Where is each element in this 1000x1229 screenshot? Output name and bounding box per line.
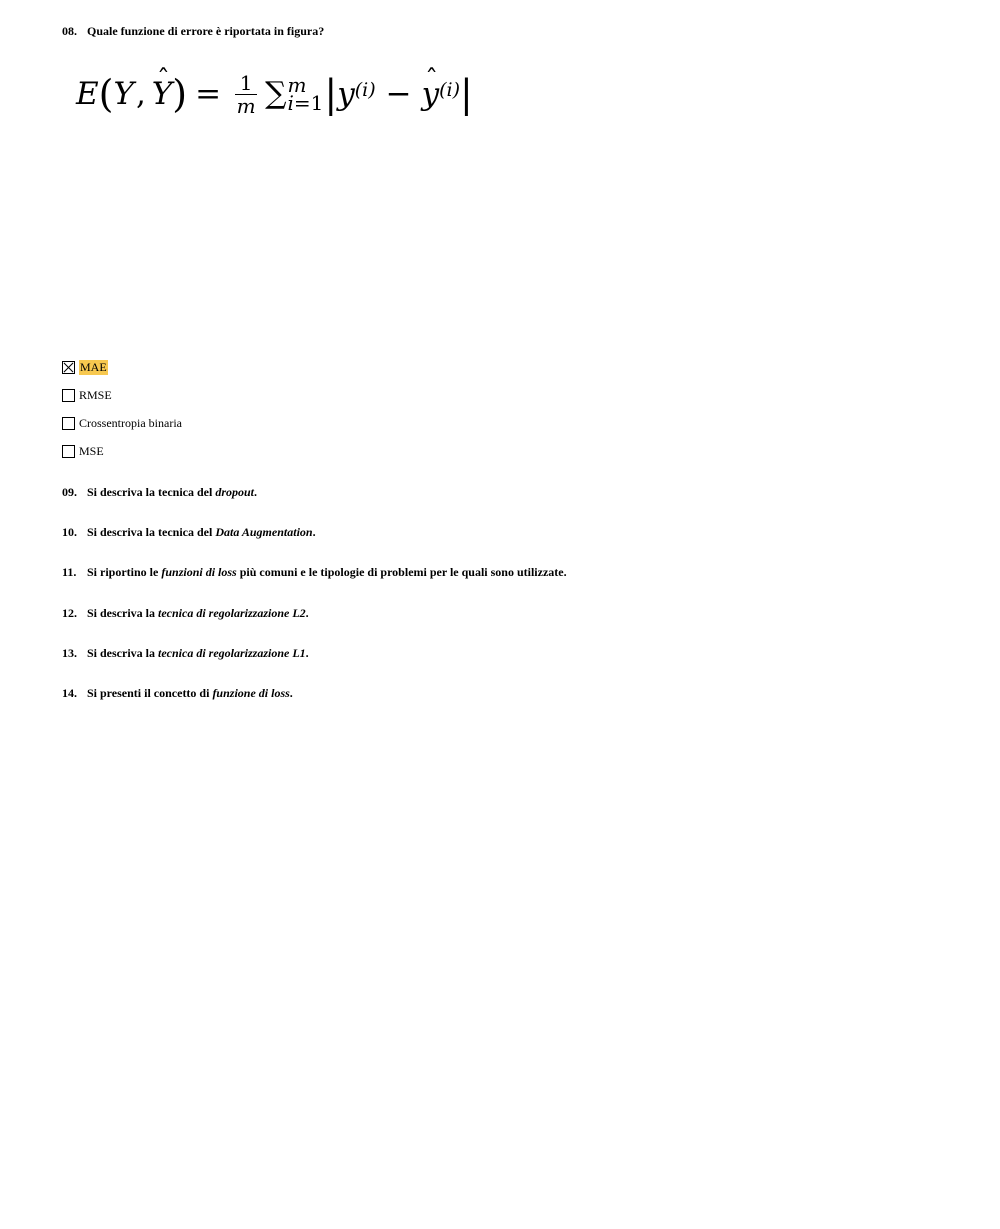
formula-equals: = bbox=[195, 76, 222, 112]
formula-comma: , bbox=[135, 76, 146, 112]
option-rmse[interactable] bbox=[62, 388, 112, 403]
formula-paren-open: ( bbox=[98, 72, 114, 116]
question-emphasis: funzioni di loss bbox=[161, 565, 237, 579]
question-text: Si descriva la bbox=[87, 646, 158, 660]
question-number: 08. bbox=[62, 24, 77, 38]
question-number: 09. bbox=[62, 485, 77, 499]
formula-abs-close: | bbox=[460, 72, 473, 116]
question-number: 10. bbox=[62, 525, 77, 539]
question-number: 14. bbox=[62, 686, 77, 700]
question-emphasis: dropout bbox=[215, 485, 255, 499]
question-end: . bbox=[312, 525, 316, 539]
checkbox[interactable] bbox=[62, 389, 75, 402]
option-label: MSE bbox=[79, 444, 104, 458]
question-text: Si descriva la tecnica del bbox=[87, 525, 216, 539]
question-text: Si descriva la tecnica del bbox=[87, 485, 216, 499]
question-number: 12. bbox=[62, 606, 77, 620]
question-12 bbox=[62, 606, 309, 621]
question-emphasis: tecnica di regolarizzazione L2 bbox=[158, 606, 306, 620]
formula-minus: − bbox=[385, 76, 412, 112]
option-mse[interactable] bbox=[62, 444, 104, 459]
formula-y-pred: ˆ y bbox=[422, 64, 440, 124]
question-13 bbox=[62, 646, 309, 661]
formula-y: Y bbox=[113, 76, 134, 112]
question-10 bbox=[62, 525, 316, 540]
option-crossentropia-binaria[interactable] bbox=[62, 416, 182, 431]
question-end: . bbox=[305, 606, 309, 620]
option-label: Crossentropia binaria bbox=[79, 416, 182, 430]
formula-y-hat: ˆ Y bbox=[152, 64, 172, 124]
question-text: Quale funzione di errore è riportata in figura? bbox=[87, 24, 325, 38]
formula-numerator: 1 bbox=[239, 70, 253, 95]
question-11 bbox=[62, 565, 567, 580]
error-function-formula bbox=[76, 64, 473, 124]
question-14 bbox=[62, 686, 293, 701]
formula-sum-limits bbox=[287, 73, 324, 115]
formula-lower-eq: =1 bbox=[293, 91, 324, 115]
formula-y-true: y bbox=[337, 76, 355, 112]
question-emphasis: tecnica di regolarizzazione L1 bbox=[158, 646, 306, 660]
question-08 bbox=[62, 24, 324, 39]
question-number: 13. bbox=[62, 646, 77, 660]
formula-superscript-2: (i) bbox=[439, 79, 461, 101]
formula-denominator: m bbox=[236, 93, 256, 118]
question-09 bbox=[62, 485, 257, 500]
formula-lower-index: i bbox=[287, 91, 294, 115]
formula-superscript: (i) bbox=[354, 79, 376, 101]
question-end: . bbox=[289, 686, 293, 700]
question-text: Si presenti il concetto di bbox=[87, 686, 213, 700]
option-label: RMSE bbox=[79, 388, 112, 402]
formula-abs-open: | bbox=[324, 72, 338, 116]
formula-lower-limit bbox=[287, 91, 324, 115]
question-emphasis: funzione di loss bbox=[212, 686, 290, 700]
question-end: più comuni e le tipologie di problemi per le quali sono utilizzate. bbox=[236, 565, 567, 579]
question-text: Si riportino le bbox=[87, 565, 162, 579]
formula-e: E bbox=[76, 76, 99, 112]
question-end: . bbox=[305, 646, 309, 660]
option-label: MAE bbox=[80, 360, 107, 374]
option-mae[interactable] bbox=[62, 360, 108, 375]
question-end: . bbox=[254, 485, 258, 499]
formula-upper-limit: m bbox=[287, 73, 307, 97]
question-number: 11. bbox=[62, 565, 77, 579]
checkbox[interactable] bbox=[62, 417, 75, 430]
formula-sigma: ∑ bbox=[265, 76, 287, 111]
question-emphasis: Data Augmentation bbox=[215, 525, 313, 539]
checkbox-checked[interactable] bbox=[62, 361, 75, 374]
question-text: Si descriva la bbox=[87, 606, 158, 620]
formula-paren-close: ) bbox=[172, 72, 188, 116]
formula-fraction bbox=[235, 72, 257, 117]
checkbox[interactable] bbox=[62, 445, 75, 458]
